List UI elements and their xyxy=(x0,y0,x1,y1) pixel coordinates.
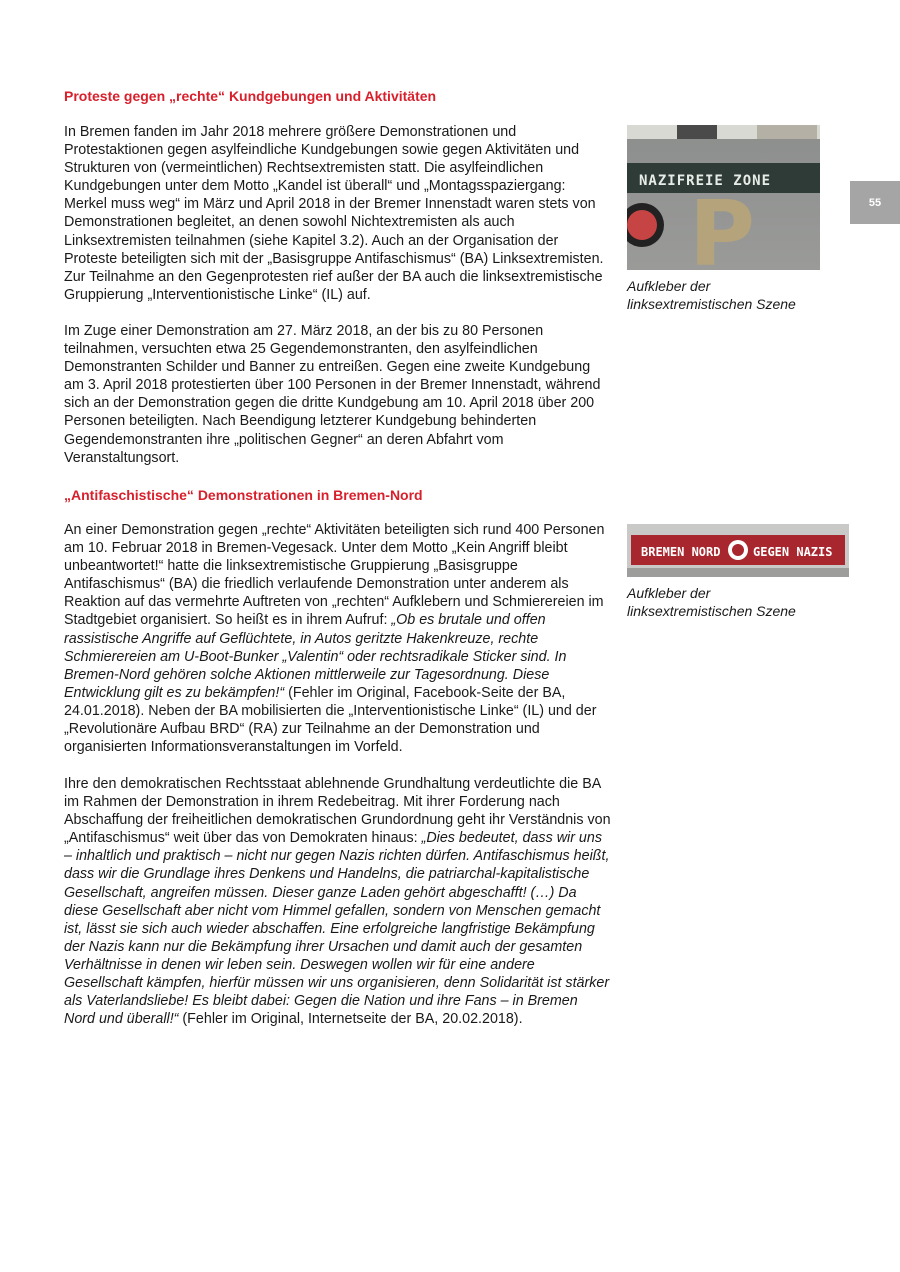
sticker-photo-caption-1: Aufkleber der linksextremistischen Szene xyxy=(627,278,796,312)
sticker-photo-nazifreie-zone xyxy=(627,125,820,270)
sticker-photo-bremen-nord xyxy=(627,524,849,577)
section1-paragraph-2: Im Zuge einer Demonstration am 27. März 2018, an der bis zu 80 Personen teilnahmen, versuchten etwa 25 Gegendemonstranten, den asylfeindlichen Demonstranten Schilder und Banner zu entreißen. Gegen eine zweite Kundgebung am 3. April 2018 protestierten über 100 Personen in der Bremer Innenstadt, während sich an der Demonstration gegen die dritte Kundgebung am 10. April 2018 über 200 Personen beteiligten. Nach Beendigung letzterer Kundgebung behinderten Gegendemonstranten ihre „politischen Gegner“ an deren Abfahrt vom Veranstaltungsort. xyxy=(64,323,601,466)
section2-p2-quote: „Dies bedeutet, dass wir uns – inhaltlich und praktisch – nicht nur gegen Nazis richten dürfen. Antifaschismus heißt, dass wir die Grundlage ihres Denkens und Handelns, die patriarchal-kapitalistische Gesellschaft, angreifen müssen. Dieser ganze Laden gehört abgeschafft! (…) Da diese Gesellschaft aber nicht vom Himmel gefallen, sondern von Menschen gemacht ist, lässt sie sich auch wieder abschaffen. Eine erfolgreiche langfristige Bekämpfung der Nazis kann nur die Bekämpfung ihrer Ursachen und damit auch der gesamten Verhältnisse in denen wir leben sein. Deswegen wollen wir für eine andere Gesellschaft kämpfen, hierfür müssen wir uns organisieren, denn Solidarität ist stärker als Vaterlandsliebe! Es bleibt dabei: Gegen die Nation und ihre Fans – in Bremen Nord und überall!“ xyxy=(64,830,610,1028)
section2-paragraph-1 xyxy=(64,521,612,756)
section-heading-protests: Proteste gegen „rechte“ Kundgebungen und Aktivitäten xyxy=(64,88,437,104)
section2-p1-text-a: An einer Demonstration gegen „rechte“ Aktivitäten beteiligten sich rund 400 Personen am 10. Februar 2018 in Bremen-Vegesack. Unter dem Motto „Kein Angriff bleibt unbeantwortet!“ hatte die linksextremistische Gruppierung „Basisgruppe Antifaschismus“ (BA) die friedlich verlaufende Demonstration unter anderem als Reaktion auf das vermehrte Auftreten von „rechten“ Aufklebern und Schmierereien im Stadtgebiet organisiert. So heißt es in ihrem Aufruf: xyxy=(64,522,605,629)
section2-p2-text-b: (Fehler im Original, Internetseite der BA, 20.02.2018). xyxy=(178,1011,523,1028)
section2-paragraph-2 xyxy=(64,775,612,1028)
sticker-text-gegen-nazis: GEGEN NAZIS xyxy=(753,545,833,559)
page-number: 55 xyxy=(868,196,882,209)
sticker-photo-caption-2: Aufkleber der linksextremistischen Szene xyxy=(627,585,796,619)
sticker-text-bremen-nord: BREMEN NORD xyxy=(641,545,721,559)
sticker-photo-illustration-2 xyxy=(627,524,849,577)
section2-p1-quote: „Ob es brutale und offen rassistische Angriffe auf Geflüchtete, in Autos geritzte Hakenkreuze, rechte Schmierereien am U-Boot-Bunker „Valentin“ oder rechtsradikale Sticker sind. In Bremen-Nord gehören solche Aktionen mittlerweile zur Tagesordnung. Diese Entwicklung gilt es zu bekämpfen!“ xyxy=(64,612,567,701)
section2-p1-text-b: (Fehler im Original, Facebook-Seite der BA, 24.01.2018). Neben der BA mobilisierten die „Interventionistische Linke“ (IL) und der „Revolutionäre Aufbau BRD“ (RA) zur Teilnahme an der Demonstration und organisierten Informationsveranstaltungen im Vorfeld. xyxy=(64,684,597,756)
section-heading-antifa-demos: „Antifaschistische“ Demonstrationen in Bremen-Nord xyxy=(64,487,423,503)
sticker-photo-illustration xyxy=(627,125,820,270)
section1-paragraph-1: In Bremen fanden im Jahr 2018 mehrere größere Demonstrationen und Protestaktionen gegen asylfeindliche Kundgebungen sowie gegen Aktivitäten und Strukturen von (vermeintlichen) Rechtsextremisten statt. Die asylfeindlichen Kundgebungen unter dem Motto „Kandel ist überall“ und „Montagsspaziergang: Merkel muss weg“ im März und April 2018 in der Bremer Innenstadt waren stets von Demonstrationen begleitet, an denen sowohl Nichtextremisten als auch Linksextremisten teilnahmen (siehe Kapitel 3.2). Auch an der Organisation der Proteste beteiligten sich mit der „Basisgruppe Antifaschismus“ (BA) Linksextremisten. Zur Teilnahme an den Gegenprotesten rief außer der BA auch die linksextremistische Gruppierung „Interventionistische Linke“ (IL) auf. xyxy=(64,124,604,303)
section2-p2-text-a: Ihre den demokratischen Rechtsstaat ablehnende Grundhaltung verdeutlichte die BA im Rahmen der Demonstration in ihrem Redebeitrag. Mit ihrer Forderung nach Abschaffung der freiheitlichen demokratischen Grundordnung geht ihr Verständnis von „Antifaschismus“ weit über das von Demokraten hinaus: xyxy=(64,776,611,847)
parking-sign-letter: P xyxy=(689,182,755,270)
page-number-tab xyxy=(850,181,900,224)
sticker-text-nazifreie: NAZIFREIE ZONE xyxy=(639,173,772,189)
